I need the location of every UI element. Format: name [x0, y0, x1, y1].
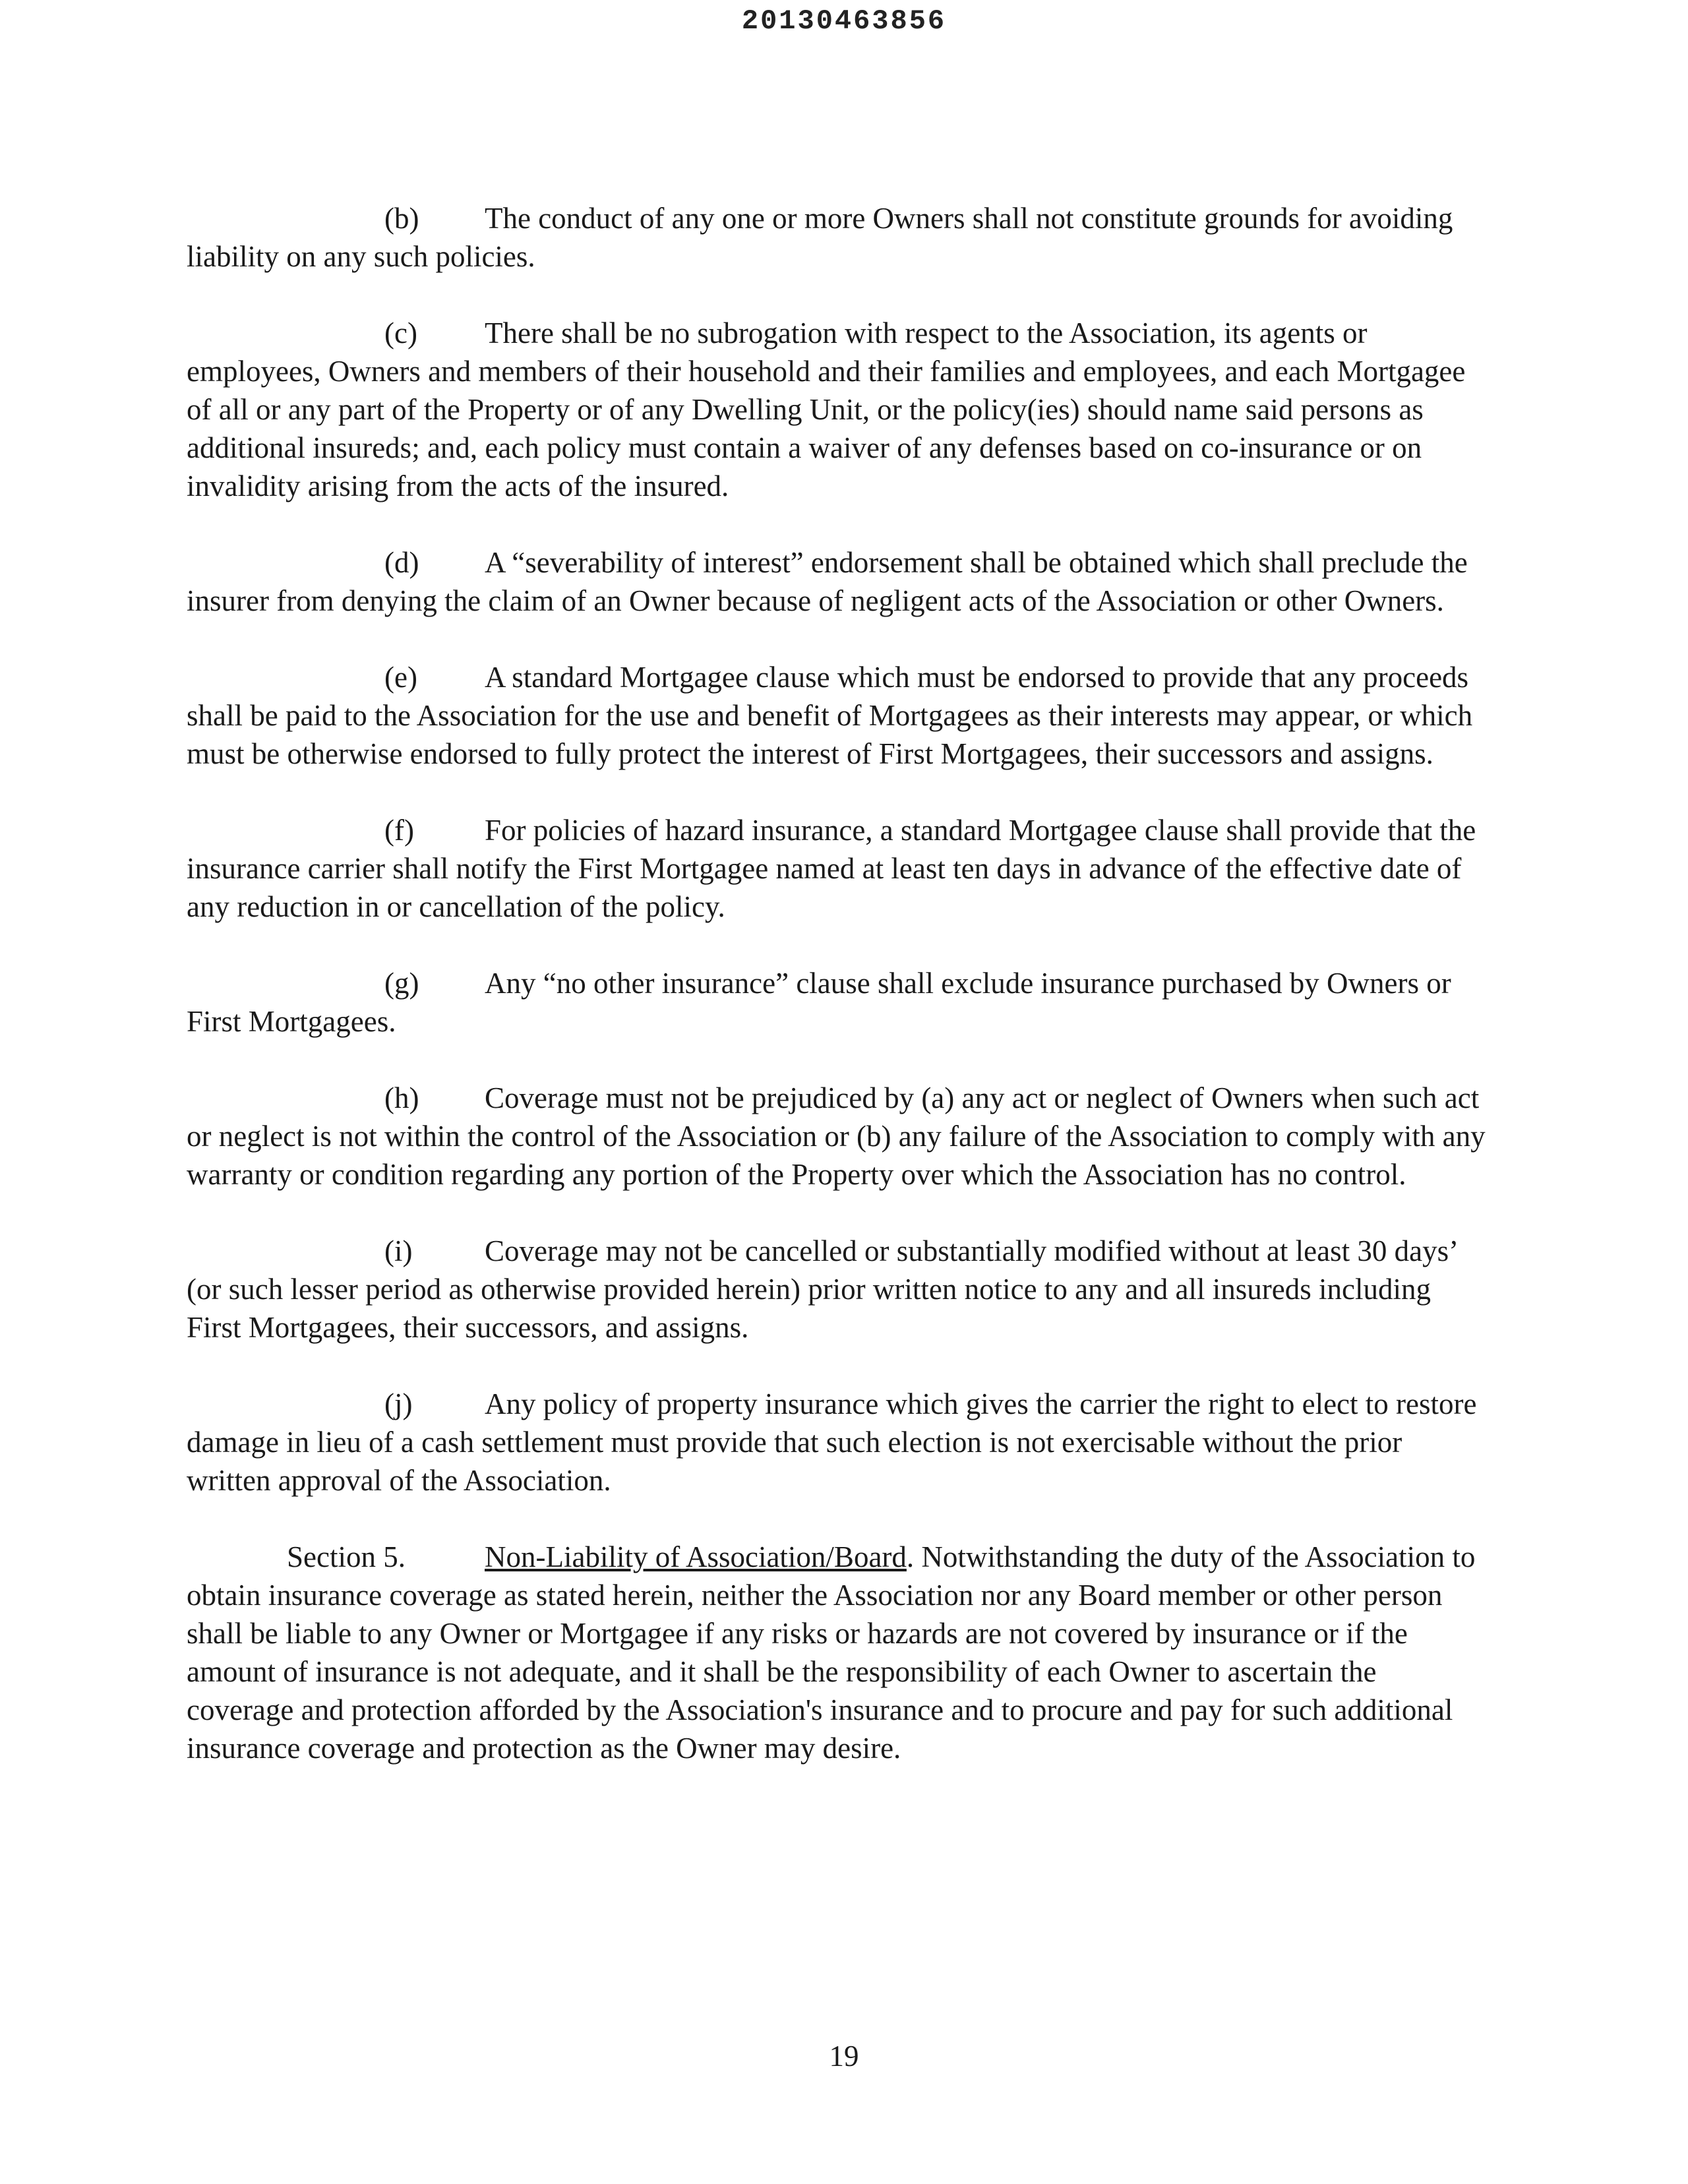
paragraph-label: (j)	[384, 1387, 413, 1420]
paragraph-h	[187, 1079, 1489, 1194]
paragraph-text: A “severability of interest” endorsement shall be obtained which shall preclude the insurer from denying the claim of an Owner because of negligent acts of the Association or other Owners.	[187, 546, 1468, 617]
paragraph-label: (b)	[384, 202, 419, 235]
paragraph-text: There shall be no subrogation with respect to the Association, its agents or employees, Owners and members of their household and their families and employees, and each Mortgagee of all or any part of the Property or of any Dwelling Unit, or the policy(ies) should name said persons as additional insureds; and, each policy must contain a waiver of any defenses based on co-insurance or on invalidity arising from the acts of the insured.	[187, 317, 1466, 502]
paragraph-c	[187, 314, 1489, 505]
paragraph-j	[187, 1385, 1489, 1500]
paragraph-f	[187, 811, 1489, 926]
document-number: 20130463856	[741, 5, 947, 37]
paragraph-label: (e)	[384, 661, 417, 694]
document-body	[187, 199, 1489, 1805]
paragraph-e	[187, 658, 1489, 773]
paragraph-text: Any policy of property insurance which gives the carrier the right to elect to restore damage in lieu of a cash settlement must provide that such election is not exercisable without the prior written approval of the Association.	[187, 1387, 1477, 1497]
section-5	[187, 1538, 1489, 1767]
paragraph-text: The conduct of any one or more Owners shall not constitute grounds for avoiding liability on any such policies.	[187, 202, 1453, 273]
paragraph-text: Coverage must not be prejudiced by (a) any act or neglect of Owners when such act or neglect is not within the control of the Association or (b) any failure of the Association to comply with any warranty or condition regarding any portion of the Property over which the Association has no control.	[187, 1081, 1486, 1191]
paragraph-text: Any “no other insurance” clause shall exclude insurance purchased by Owners or First Mortgagees.	[187, 967, 1451, 1038]
section-heading: Non-Liability of Association/Board	[485, 1540, 907, 1573]
paragraph-label: (c)	[384, 317, 417, 349]
paragraph-text: For policies of hazard insurance, a standard Mortgagee clause shall provide that the insurance carrier shall notify the First Mortgagee named at least ten days in advance of the effective date of any reduction in or cancellation of the policy.	[187, 814, 1476, 923]
paragraph-label: (i)	[384, 1234, 413, 1267]
paragraph-b	[187, 199, 1489, 276]
paragraph-d	[187, 543, 1489, 620]
paragraph-label: (d)	[384, 546, 419, 579]
paragraph-label: (h)	[384, 1081, 419, 1114]
paragraph-i	[187, 1232, 1489, 1347]
paragraph-g	[187, 964, 1489, 1041]
paragraph-text: A standard Mortgagee clause which must be endorsed to provide that any proceeds shall be paid to the Association for the use and benefit of Mortgagees as their interests may appear, or which must be otherwise endorsed to fully protect the interest of First Mortgagees, their successors and assigns.	[187, 661, 1473, 770]
paragraph-text: Coverage may not be cancelled or substantially modified without at least 30 days’ (or such lesser period as otherwise provided herein) prior written notice to any and all insureds including First Mortgagees, their successors, and assigns.	[187, 1234, 1457, 1344]
paragraph-label: (g)	[384, 967, 419, 1000]
page-number: 19	[829, 2040, 859, 2073]
paragraph-label: (f)	[384, 814, 414, 847]
section-label: Section 5.	[287, 1540, 406, 1573]
section-text: . Notwithstanding the duty of the Association to obtain insurance coverage as stated herein, neither the Association nor any Board member or other person shall be liable to any Owner or Mortgagee if any risks or hazards are not covered by insurance or if the amount of insurance is not adequate, and it shall be the responsibility of each Owner to ascertain the coverage and protection afforded by the Association's insurance and to procure and pay for such additional insurance coverage and protection as the Owner may desire.	[187, 1540, 1476, 1765]
